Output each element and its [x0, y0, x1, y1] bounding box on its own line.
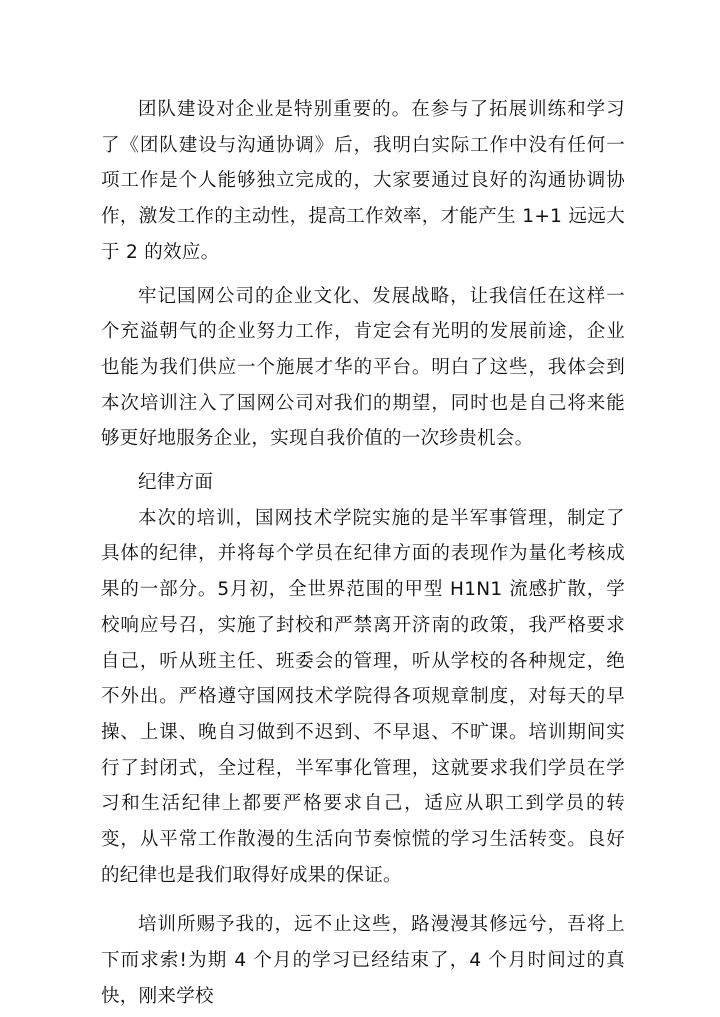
document-body: [101, 92, 625, 1015]
paragraph-discipline: 本次的培训，国网技术学院实施的是半军事管理，制定了具体的纪律，并将每个学员在纪律方面的表现作为量化考核成果的一部分。5月初，全世界范围的甲型 H1N1 流感扩散，学校响应号召，实施了封校和严禁离开济南的政策，我严格要求自己，听从班主任、班委会的管理，听从学校的各种规定，绝不外出。严格遵守国网技术学院得各项规章制度，对每天的早操、上课、晚自习做到不迟到、不早退、不旷课。培训期间实行了封闭式，全过程，半军事化管理，这就要求我们学员在学习和生活纪律上都要严格要求自己，适应从职工到学员的转变，从平常工作散漫的生活向节奏惊慌的学习生活转变。良好的纪律也是我们取得好成果的保证。: [101, 507, 625, 886]
paragraph-company-culture: 牢记国网公司的企业文化、发展战略，让我信任在这样一个充溢朝气的企业努力工作，肯定会有光明的发展前途，企业也能为我们供应一个施展才华的平台。明白了这些，我体会到本次培训注入了国网公司对我们的期望，同时也是自己将来能够更好地服务企业，实现自我价值的一次珍贵机会。: [101, 285, 625, 450]
paragraph-team-building: 团队建设对企业是特别重要的。在参与了拓展训练和学习了《团队建设与沟通协调》后，我明白实际工作中没有任何一项工作是个人能够独立完成的，大家要通过良好的沟通协调协作，激发工作的主动性，提高工作效率，才能产生 1+1 远远大于 2 的效应。: [101, 99, 625, 263]
section-heading-discipline: 纪律方面: [138, 472, 214, 494]
paragraph-closing: 培训所赐予我的，远不止这些，路漫漫其修远兮，吾将上下而求索!为期 4 个月的学习已经结束了，4 个月时间过的真快，刚来学校: [101, 914, 625, 1007]
